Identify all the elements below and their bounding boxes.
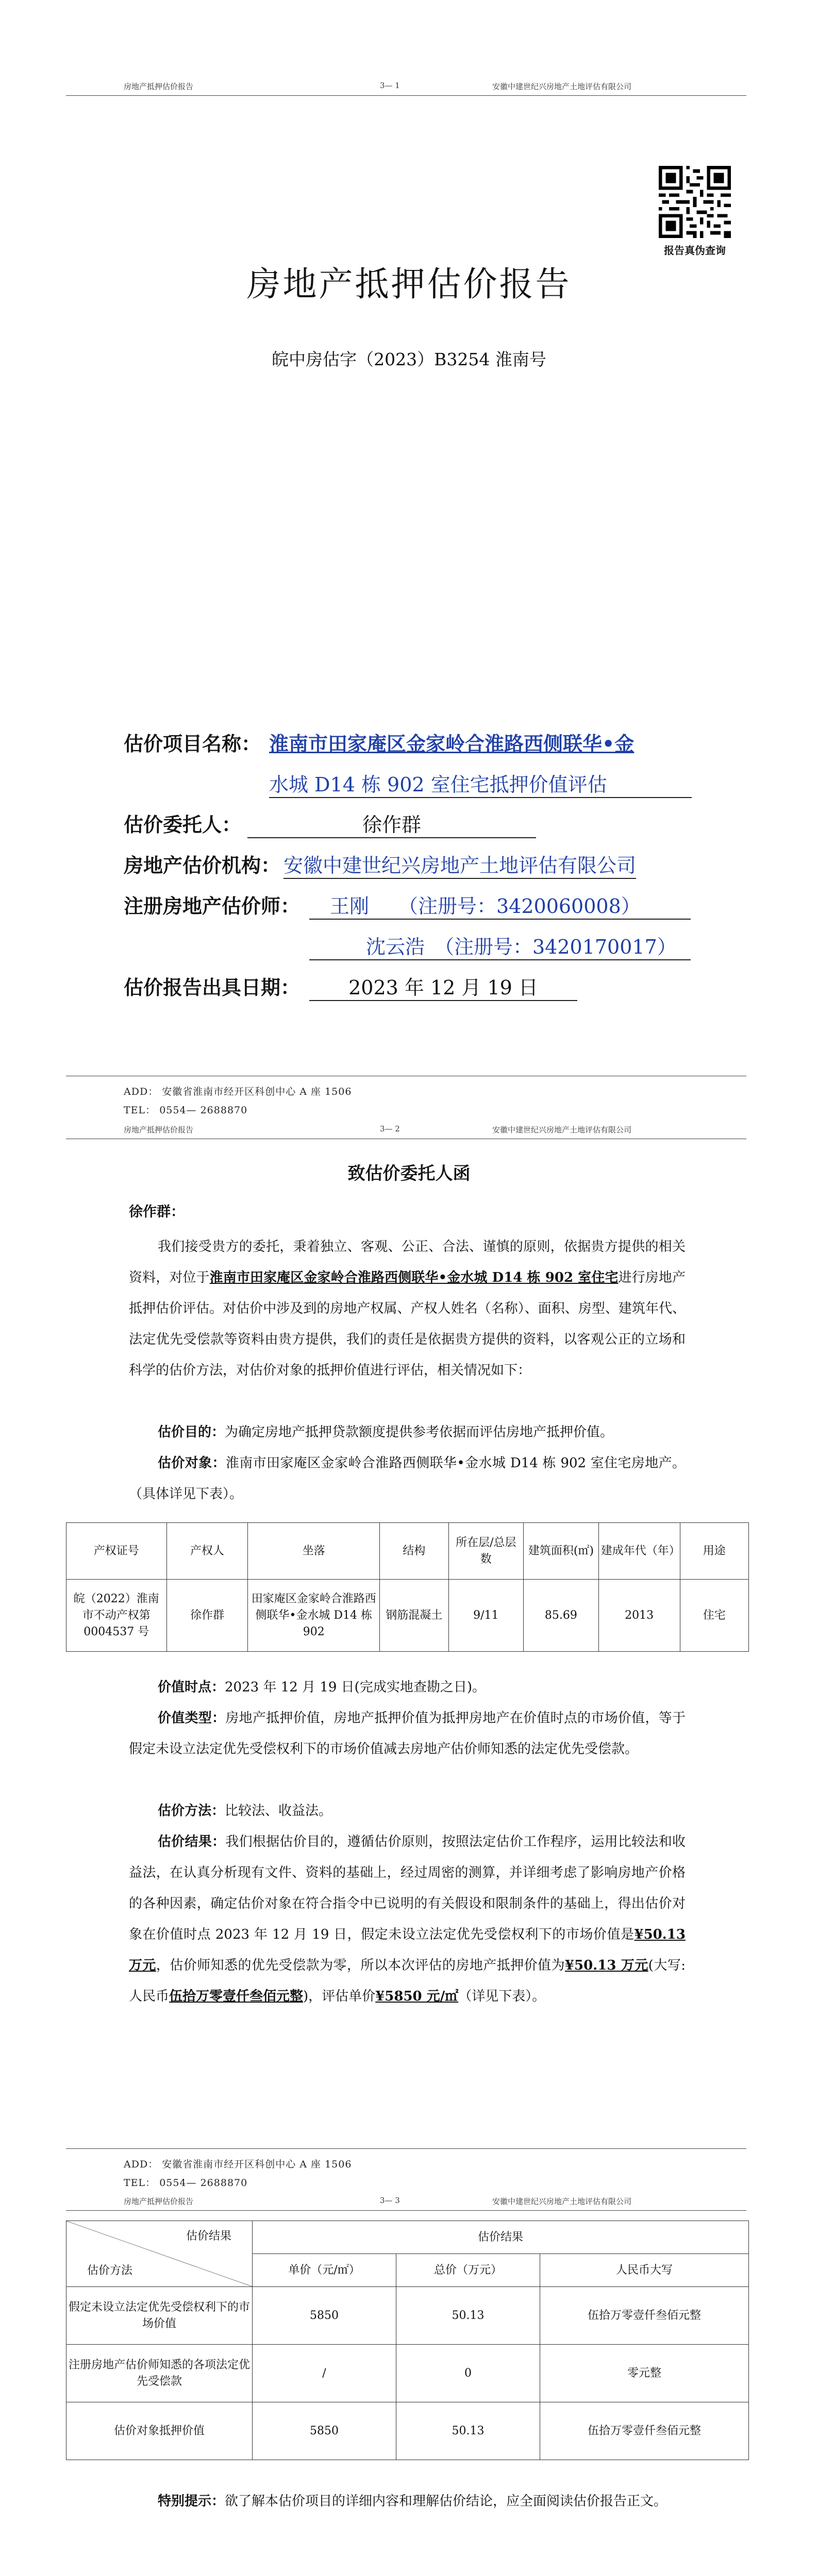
table-row (66, 2345, 749, 2402)
property-table (66, 1522, 749, 1652)
special-note-text: 欲了解本估价项目的详细内容和理解估价结论，应全面阅读估价报告正文。 (225, 2494, 667, 2509)
letter-purpose (129, 1417, 686, 1448)
project-label: 估价项目名称： (124, 732, 261, 755)
col-location: 坐落 (248, 1523, 380, 1580)
result-unit-price: ¥5850 元/㎡ (375, 1989, 459, 2004)
result-text-b: ，估价师知悉的优先受偿款为零，所以本次评估的房地产抵押价值为 (156, 1958, 565, 1973)
table-row (66, 1580, 749, 1652)
object-text: 淮南市田家庵区金家岭合淮路西侧联华•金水城 D14 栋 902 室住宅房地产。（具体详见下表）。 (129, 1455, 686, 1502)
page-header-right: 安徽中建世纪兴房地产土地评估有限公司 (492, 1125, 632, 1134)
special-note (129, 2486, 686, 2517)
letter-paragraph-intro (129, 1231, 686, 1386)
footer-phone: TEL： 0554— 2688870 (124, 2177, 248, 2189)
row-label: 估价对象抵押价值 (66, 2402, 253, 2460)
row-total: 50.13 (396, 2287, 540, 2345)
result-mortgage-value: ¥50.13 万元 (564, 1958, 648, 1973)
letter-salutation: 徐作群： (129, 1204, 185, 1220)
project-name-line2: 水城 D14 栋 902 室住宅抵押价值评估 (269, 769, 692, 798)
cell-location: 田家庵区金家岭合淮路西侧联华•金水城 D14 栋 902 (248, 1580, 380, 1652)
result-text-a: 我们根据估价目的，遵循估价原则，按照法定估价工作程序，运用比较法和收益法，在认真分析现有文件、资料的基础上，经过周密的测算，并详细考虑了影响房地产价格的各种因素，确定估价对象在符合指令中已说明的有关假设和限制条件的基础上，得出估价对象在价值时点 2023 年 12 月 19 日，假定未设立法定优先受偿权利下的市场价值是 (129, 1834, 686, 1942)
footer-address: ADD： 安徽省淮南市经开区科创中心 A 座 1506 (124, 1086, 352, 1097)
object-label: 估价对象： (158, 1455, 226, 1471)
header-rule (66, 95, 746, 96)
value-date-label: 价值时点： (158, 1680, 225, 1695)
page-header-number: 3— 2 (380, 1124, 400, 1133)
corner-top-label: 估价结果 (186, 2230, 231, 2243)
col-amount-words: 人民币大写 (540, 2254, 749, 2287)
row-words: 伍拾万零壹仟叁佰元整 (540, 2402, 749, 2460)
corner-bottom-label: 估价方法 (87, 2264, 133, 2277)
document-number: 皖中房估字（2023）B3254 淮南号 (272, 349, 546, 369)
row-words: 零元整 (540, 2345, 749, 2402)
cell-cert: 皖（2022）淮南市不动产权第0004537 号 (66, 1580, 167, 1652)
page-header-number: 3— 3 (380, 2196, 400, 2205)
method-text: 比较法、收益法。 (225, 1803, 332, 1819)
row-label: 注册房地产估价师知悉的各项法定优先受偿款 (66, 2345, 253, 2402)
method-label: 估价方法： (158, 1803, 225, 1819)
cell-area: 85.69 (524, 1580, 599, 1652)
client-label: 估价委托人： (124, 813, 242, 836)
cell-use: 住宅 (680, 1580, 748, 1652)
letter-title: 致估价委托人函 (347, 1163, 471, 1184)
appraiser-2 (309, 931, 691, 960)
letter-method (129, 1795, 686, 1826)
col-floor: 所在层/总层数 (448, 1523, 524, 1580)
letter-value-date (129, 1672, 686, 1703)
report-date: 2023 年 12 月 19 日 (309, 972, 577, 1001)
special-note-label: 特别提示： (158, 2494, 225, 2509)
row-total: 0 (396, 2345, 540, 2402)
row-unit: 5850 (253, 2402, 396, 2460)
page-header-right: 安徽中建世纪兴房地产土地评估有限公司 (492, 82, 632, 91)
cell-structure: 钢筋混凝土 (380, 1580, 448, 1652)
appraiser-1 (309, 890, 691, 920)
report-title: 房地产抵押估价报告 (246, 264, 572, 304)
row-unit: 5850 (253, 2287, 396, 2345)
letter-result (129, 1826, 686, 2012)
page-header-left: 房地产抵押估价报告 (124, 82, 194, 91)
value-type-label: 价值类型： (158, 1710, 226, 1726)
page-header-left: 房地产抵押估价报告 (124, 2197, 194, 2206)
intro-property: 淮南市田家庵区金家岭合淮路西侧联华•金水城 D14 栋 902 室住宅 (209, 1270, 619, 1285)
result-group-header: 估价结果 (253, 2221, 749, 2254)
project-name-line1 (269, 728, 634, 756)
result-market-value: ¥50.13 万元 (129, 1927, 686, 1973)
agency-label: 房地产估价机构： (124, 854, 281, 877)
qr-caption: 报告真伪查询 (664, 244, 726, 257)
col-year: 建成年代（年） (598, 1523, 680, 1580)
col-cert: 产权证号 (66, 1523, 167, 1580)
table-row (66, 2287, 749, 2345)
row-total: 50.13 (396, 2402, 540, 2460)
appraiser-label: 注册房地产估价师： (124, 894, 301, 918)
footer-address: ADD： 安徽省淮南市经开区科创中心 A 座 1506 (124, 2159, 352, 2170)
appraiser-2-text: 沈云浩 （注册号：3420170017） (366, 936, 677, 958)
appraiser-1-text: 王刚 （注册号：3420060008） (330, 895, 641, 918)
intro-text-a: 我们接受贵方的委托，秉着独立、客观、公正、合法、谨慎的原则，依据贵方提供的相关资料，对位于 (129, 1239, 686, 1285)
page-header-left: 房地产抵押估价报告 (124, 1125, 194, 1134)
page-header-right: 安徽中建世纪兴房地产土地评估有限公司 (492, 2197, 632, 2206)
row-words: 伍拾万零壹仟叁佰元整 (540, 2287, 749, 2345)
cell-floor: 9/11 (448, 1580, 524, 1652)
value-date-text: 2023 年 12 月 19 日(完成实地查勘之日)。 (225, 1680, 486, 1695)
col-owner: 产权人 (166, 1523, 248, 1580)
page-header-number: 3— 1 (380, 81, 400, 90)
purpose-text: 为确定房地产抵押贷款额度提供参考依据而评估房地产抵押价值。 (225, 1425, 614, 1440)
letter-object (129, 1448, 686, 1510)
cell-owner: 徐作群 (166, 1580, 248, 1652)
value-type-text: 房地产抵押价值，房地产抵押价值为抵押房地产在价值时点的市场价值，等于假定未设立法定优先受偿权利下的市场价值减去房地产估价师知悉的法定优先受偿款。 (129, 1710, 686, 1757)
result-table-corner (66, 2221, 253, 2287)
agency-name: 安徽中建世纪兴房地产土地评估有限公司 (283, 850, 636, 879)
row-label: 假定未设立法定优先受偿权利下的市场价值 (66, 2287, 253, 2345)
qr-code-icon[interactable] (659, 166, 731, 238)
col-total-price: 总价（万元） (396, 2254, 540, 2287)
footer-rule (66, 2148, 746, 2149)
col-structure: 结构 (380, 1523, 448, 1580)
result-text-c: (大写:人民币 (129, 1958, 686, 2004)
col-use: 用途 (680, 1523, 748, 1580)
intro-text-c: 进行房地产抵押估价评估。对估价中涉及到的房地产权属、产权人姓名（名称）、面积、房型、建筑年代、法定优先受偿款等资料由贵方提供，我们的责任是依据贵方提供的资料，以客观公正的立场和科学的估价方法，对估价对象的抵押价值进行评估，相关情况如下： (129, 1270, 686, 1378)
date-label: 估价报告出具日期： (124, 976, 301, 999)
cell-year: 2013 (598, 1580, 680, 1652)
project-name-text1: 淮南市田家庵区金家岭合淮路西侧联华•金 (269, 732, 635, 755)
row-unit: / (253, 2345, 396, 2402)
col-area: 建筑面积(㎡) (524, 1523, 599, 1580)
result-table (66, 2221, 749, 2460)
purpose-label: 估价目的： (158, 1425, 225, 1440)
client-name: 徐作群 (247, 809, 536, 838)
result-text-e: （详见下表）。 (458, 1989, 546, 2004)
header-rule (66, 2210, 746, 2211)
col-unit-price: 单价（元/㎡） (253, 2254, 396, 2287)
footer-phone: TEL： 0554— 2688870 (124, 1105, 248, 1116)
table-row (66, 2402, 749, 2460)
result-value-words: 伍拾万零壹仟叁佰元整 (169, 1989, 304, 2004)
result-text-d: )，评估单价 (303, 1989, 376, 2004)
letter-value-type (129, 1703, 686, 1765)
result-label: 估价结果： (158, 1834, 226, 1850)
